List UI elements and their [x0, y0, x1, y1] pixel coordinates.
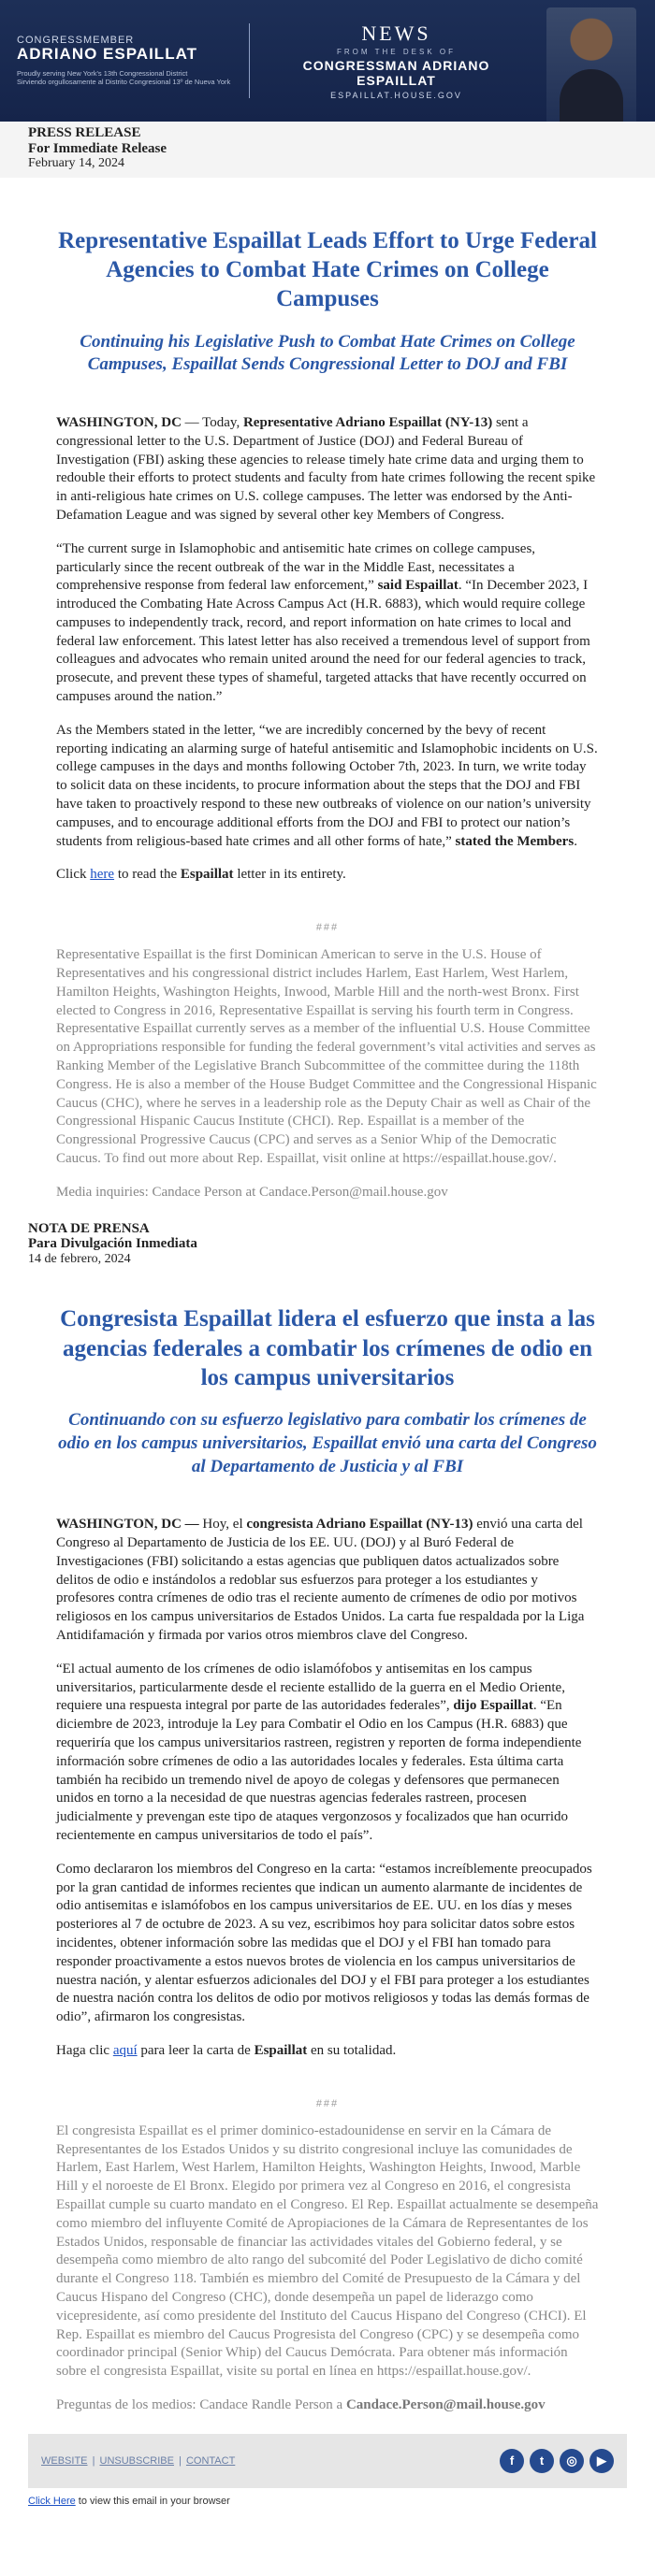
view-in-browser-text: to view this email in your browser: [75, 2495, 230, 2507]
text: . “In December 2023, I introduced the Combating Hate Across Campus Act (H.R. 6883), which would require college campuses to independently track, record, and report information on hate crimes to local and federal law enforcement. This latest letter has also received a tremendous level of support from colleagues and advocates who remain united around the need for our federal agencies to track, prosecute, and prevent these types of shameful, targeted attacks that have recently occurred on campuses around the nation.”: [56, 578, 590, 705]
view-in-browser-link[interactable]: Click Here: [28, 2495, 76, 2507]
rep-name-es: congresista Adriano Espaillat (NY-13): [246, 1517, 473, 1533]
quote-attribution: said Espaillat: [377, 578, 458, 594]
text: Hoy, el: [198, 1517, 247, 1533]
paragraph-1-es: [56, 1516, 599, 1646]
bio-paragraph-es: El congresista Espaillat es el primer dominico-estadounidense en servir en la Cámara de Representantes de los Estados Unidos y su distrito congresional incluye las comunidades de Harlem, East Harlem, West Harlem, Hamilton Heights, Washington Heights, Inwood, Marble Hill y el noroeste de El Bronx. Elegido por primera vez al Congreso en 2016, el congresista Espaillat cumple su cuarto mandato en el Congreso. El Rep. Espaillat actualmente se desempeña como miembro del influyente Comité de Apropiaciones de la Cámara de Representantes de los Estados Unidos, responsable de financiar las actividades vitales del Gobierno federal, y se desempeña como miembro de alto rango del subcomité del Poder Legislativo de dicho comité durante el Congreso 118. También es miembro del Comité de Presupuesto de la Cámara y del Caucus Hispano del Congreso (CHC), donde desempeña un papel de liderazgo como vicepresidente, así como presidente del Instituto del Caucus Hispano del Congreso (CHCI). El Rep. Espaillat es miembro del Caucus Progresista del Congreso (CPC) y se desempeña como coordinador principal (Senior Whip) del Caucus Demócrata. Para obtener más información sobre el congresista Espaillat, visite su portal en línea en https://espaillat.house.gov/.: [56, 2123, 599, 2380]
paragraph-4: [56, 866, 599, 885]
text: . “En diciembre de 2023, introduje la Ley para Combatir el Odio en los Campus (H.R. 6883) que requeriría que los campus universitarios rastreen, registren y reporten de forma independiente información sobre crímenes de odio a las autoridades locales y federales. Esta última carta también ha recibido un tremendo nivel de apoyo de colegas y defensores que permanecen unidos en torno a la necesidad de que nuestras agencias federales rastreen, procesen judicialmente y prevengan este tipo de ataques vergonzosos y focalizados que han ocurrido recientemente en campus universitarios de todo el país”.: [56, 1698, 582, 1843]
banner-news: NEWS: [361, 22, 431, 45]
text: para leer la carta de: [137, 2042, 255, 2058]
nota-de-prensa-meta: [0, 1217, 655, 1274]
immediate-release-label: For Immediate Release: [28, 140, 167, 156]
text: “The current surge in Islamophobic and antisemitic hate crimes on college campuses, particularly since the recent outbreak of the war in the Middle East, necessitates a comprehensive response from federal law enforcement,”: [56, 540, 536, 594]
text: .: [574, 833, 577, 849]
text: en su totalidad.: [307, 2042, 397, 2058]
unsubscribe-link[interactable]: UNSUBSCRIBE: [99, 2454, 174, 2467]
media-inquiries-es: [56, 2396, 599, 2415]
paragraph-3-es: Como declararon los miembros del Congreso en la carta: “estamos increíblemente preocupados por la gran cantidad de informes recientes que indican un aumento alarmante de incidentes de odio antisemitas e islamófobos en los campus universitarios de EE. UU. en los días y meses posteriores al 7 de octubre de 2023. A su vez, escribimos hoy para solicitar datos sobre estos incidentes, obtener información sobre las medidas que el DOJ y el FBI han tomado para responder proactivamente a estos nuevos brotes de violencia en los campus universitarios de nuestra nación, y alentar esfuerzos adicionales del DOJ y el FBI para proteger a los estudiantes de nuestra nación contra los delitos de odio por motivos religiosos y todas las demás formas de odio”, afirmaron los congresistas.: [56, 1861, 592, 2025]
view-in-browser: [0, 2488, 655, 2520]
paragraph-1: [56, 414, 599, 525]
banner-name: ADRIANO ESPAILLAT: [17, 44, 197, 63]
paragraph-2-es: [56, 1661, 599, 1846]
paragraph-2: [56, 540, 599, 707]
banner-from-desk: FROM THE DESK OF: [337, 48, 456, 56]
espaillat-bold-es: Espaillat: [254, 2042, 308, 2058]
letter-link-es[interactable]: aquí: [112, 2042, 138, 2058]
header-banner: [0, 0, 655, 122]
congressman-portrait: [546, 7, 636, 122]
facebook-icon[interactable]: f: [500, 2449, 524, 2473]
media-inquiries: Media inquiries: Candace Person at Candace.Person@mail.house.gov: [56, 1184, 448, 1200]
quote-attribution: stated the Members: [455, 833, 575, 849]
social-icons: [500, 2449, 614, 2473]
website-link[interactable]: WEBSITE: [41, 2454, 88, 2467]
rep-name: Representative Adriano Espaillat (NY-13): [242, 414, 493, 430]
section-separator-es: ###: [315, 2097, 340, 2109]
quote-attribution-es: dijo Espaillat: [453, 1698, 533, 1714]
press-release-meta: [0, 122, 655, 178]
press-release-label: PRESS RELEASE: [28, 125, 141, 140]
english-article: [0, 226, 655, 1202]
text: Click: [56, 867, 91, 883]
banner-tagline-es: Sirviendo orgullosamente al Distrito Congresional 13º de Nueva York: [17, 78, 231, 87]
text: Haga clic: [56, 2042, 113, 2058]
bio-paragraph: Representative Espaillat is the first Dominican American to serve in the U.S. House of Representatives and his congressional district includes Harlem, East Harlem, West Harlem, Hamilton Heights, Washington Heights, Inwood, Marble Hill and the north-west Bronx. First elected to Congress in 2016, Representative Espaillat is serving his fourth term in Congress. Representative Espaillat currently serves as a member of the influential U.S. House Committee on Appropriations responsible for funding the federal government’s vital activities and serves as Ranking Member of the Legislative Branch Subcommittee of the committee during the 118th Congress. He is also a member of the House Budget Committee and the Congressional Hispanic Caucus (CHC), where he serves in a leadership role as the Deputy Chair as well as Chair of the Congressional Hispanic Caucus Institute (CHCI). Rep. Espaillat is a member of the Congressional Progressive Caucus (CPC) and serves as a Senior Whip of the Democratic Caucus. To find out more about Rep. Espaillat, visit online at https://espaillat.house.gov/.: [56, 947, 597, 1167]
text: envió una carta del Congreso al Departamento de Justicia de los EE. UU. (DOJ) y al Buró Federal de Investigaciones (FBI) solicitando a estas agencias que publiquen datos actualizados sobre delitos de odio e instándolos a redoblar sus esfuerzos para proteger a los estudiantes y profesores contra crímenes de odio tras el reciente aumento de crímenes de odio por motivos religiosos en los campus universitarios de Estados Unidos. La carta fue respaldada por la Liga Antidifamación y firmada por varios otros miembros clave del Congreso.: [56, 1517, 585, 1643]
text: sent a congressional letter to the U.S. Department of Justice (DOJ) and Federal Bureau of Investigation (FBI) asking these agencies to release timely hate crime data and urging them to redouble their efforts to protect students and faculty from hate crimes following the recent spike in anti-religious hate crimes on U.S. college campuses. The letter was endorsed by the Anti-Defamation League and was signed by several other key Members of Congress.: [56, 414, 596, 523]
media-email-es: Candace.Person@mail.house.gov: [345, 2396, 546, 2412]
dateline-es: WASHINGTON, DC —: [56, 1517, 199, 1533]
article-title-es: Congresista Espaillat lidera el esfuerzo que insta a las agencias federales a combatir los crímenes de odio en los campus universitarios: [60, 1306, 595, 1390]
nota-de-prensa-label: NOTA DE PRENSA: [28, 1220, 150, 1236]
youtube-icon[interactable]: ▶: [590, 2449, 614, 2473]
section-separator: ###: [315, 922, 340, 934]
espaillat-bold: Espaillat: [180, 867, 234, 883]
banner-website: ESPAILLAT.HOUSE.GOV: [330, 91, 462, 100]
dateline: WASHINGTON, DC: [56, 414, 182, 430]
release-date: February 14, 2024: [28, 156, 125, 170]
text: letter in its entirety.: [233, 867, 346, 883]
link-separator: |: [179, 2454, 182, 2467]
instagram-icon[interactable]: ◎: [560, 2449, 584, 2473]
banner-congressmember-label: CONGRESSMEMBER: [17, 34, 135, 46]
text: Preguntas de los medios: Candace Randle Person a: [56, 2396, 346, 2412]
banner-tagline-en: Proudly serving New York's 13th Congressional District: [17, 68, 188, 78]
article-title: Representative Espaillat Leads Effort to Urge Federal Agencies to Combat Hate Crimes on College Campuses: [58, 227, 597, 312]
article-subtitle: Continuing his Legislative Push to Combat Hate Crimes on College Campuses, Espaillat Sends Congressional Letter to DOJ and FBI: [80, 331, 575, 375]
spanish-article: [0, 1304, 655, 2414]
footer-bar: [28, 2434, 627, 2488]
footer-links: [41, 2455, 235, 2467]
article-subtitle-es: Continuando con su esfuerzo legislativo para combatir los crímenes de odio en los campus universitarios, Espaillat envió una carta del Congreso al Departamento de Justicia y al FBI: [58, 1410, 597, 1476]
banner-divider: [249, 23, 250, 98]
release-date-es: 14 de febrero, 2024: [28, 1251, 131, 1266]
twitter-icon[interactable]: t: [530, 2449, 554, 2473]
letter-link[interactable]: here: [90, 867, 115, 883]
contact-link[interactable]: CONTACT: [185, 2454, 236, 2467]
banner-left: [17, 35, 232, 87]
text: As the Members stated in the letter, “we are incredibly concerned by the bevy of recent reporting indicating an alarming surge of hateful antisemitic and Islamophobic incidents on U.S. college campuses in the days and months following October 7th, 2023. In turn, we write today to solicit data on these incidents, to procure information about the steps that the DOJ and FBI have taken to proactively respond to these new outbreaks of violence on our nation’s university campuses, and to encourage additional efforts from the DOJ and FBI to protect our nation’s students from religious-based hate crimes and all other forms of hate,”: [56, 722, 598, 849]
paragraph-4-es: [56, 2042, 599, 2061]
divulgacion-inmediata-label: Para Divulgación Inmediata: [28, 1236, 197, 1252]
banner-congressman: CONGRESSMAN ADRIANO ESPAILLAT: [302, 58, 490, 88]
text: — Today,: [181, 414, 243, 430]
text: to read the: [114, 867, 181, 883]
link-separator: |: [92, 2454, 95, 2467]
paragraph-3: [56, 722, 599, 852]
text: “El actual aumento de los crímenes de odio islamófobos y antisemitas en los campus universitarios, particularmente desde el reciente estallido de la guerra en el Medio Oriente, requiere una respuesta integral por parte de las autoridades federales”,: [56, 1661, 565, 1714]
